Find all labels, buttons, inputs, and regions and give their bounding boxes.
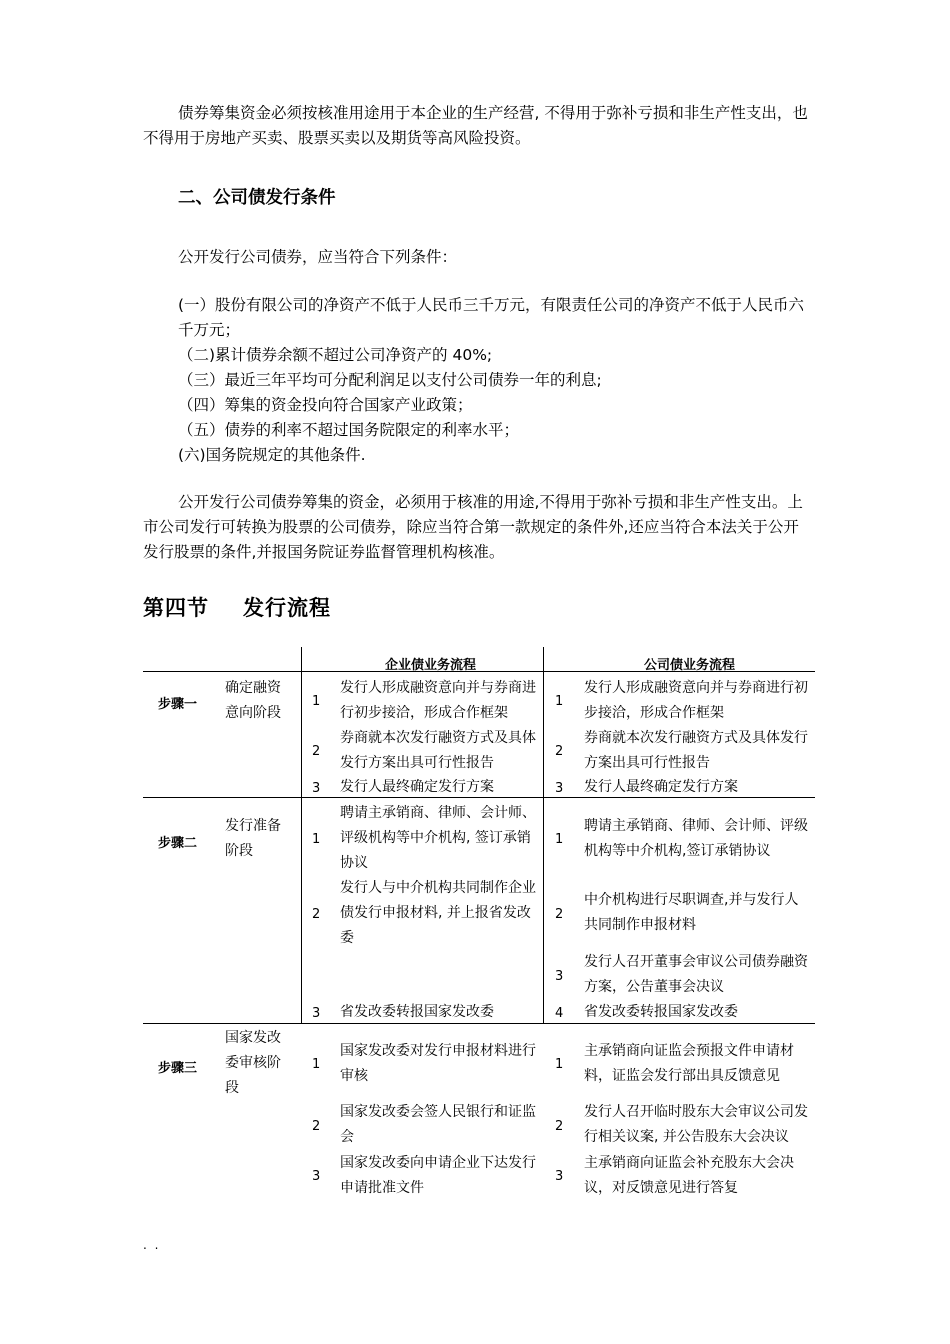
- item-number: 1: [555, 694, 564, 709]
- item-number: 3: [312, 1169, 321, 1184]
- footer-mark: . .: [143, 1238, 161, 1252]
- step-label: 步骤一: [158, 697, 198, 712]
- enterprise-item: 省发改委转报国家发改委: [340, 1004, 494, 1020]
- enterprise-item: 发行人形成融资意向并与券商进行初步接洽，形成合作框架: [340, 680, 536, 721]
- section-number: 第四节: [143, 596, 209, 620]
- item-number: 3: [555, 781, 564, 796]
- item-number: 2: [312, 907, 321, 922]
- conditions-lead: 公开发行公司债券，应当符合下列条件：: [178, 248, 458, 266]
- item-number: 1: [555, 832, 564, 847]
- item-number: 2: [312, 744, 321, 759]
- section-title: [143, 592, 331, 622]
- closing-paragraph: 公开发行公司债券筹集的资金，必须用于核准的用途,不得用于弥补亏损和非生产性支出。上市公司发行可转换为股票的公司债券，除应当符合第一款规定的条件外,还应当符合本法关于公开发行股票的条件,并报国务院证券监督管理机构核准。: [143, 493, 803, 561]
- table-divider: [543, 647, 544, 1023]
- section-name: 发行流程: [243, 596, 331, 620]
- condition-item: (一）股份有限公司的净资产不低于人民币三千万元，有限责任公司的净资产不低于人民币六千万元；: [178, 296, 805, 339]
- enterprise-item: 发行人与中介机构共同制作企业债发行申报材料, 并上报省发改委: [340, 880, 536, 946]
- item-number: 1: [555, 1057, 564, 1072]
- item-number: 2: [555, 1119, 564, 1134]
- item-number: 1: [312, 694, 321, 709]
- corporate-item: 发行人召开临时股东大会审议公司发行相关议案, 并公告股东大会决议: [584, 1104, 808, 1145]
- conditions-heading: 二、公司债发行条件: [178, 188, 336, 208]
- corporate-item: 发行人召开董事会审议公司债券融资方案，公告董事会决议: [584, 954, 808, 995]
- item-number: 2: [555, 907, 564, 922]
- corporate-item: 聘请主承销商、律师、会计师、评级机构等中介机构,签订承销协议: [584, 818, 808, 859]
- corporate-item: 主承销商向证监会补充股东大会决议，对反馈意见进行答复: [584, 1155, 794, 1196]
- enterprise-item: 券商就本次发行融资方式及具体发行方案出具可行性报告: [340, 730, 536, 771]
- stage-label: 国家发改委审核阶段: [225, 1030, 281, 1096]
- step-label: 步骤三: [158, 1061, 198, 1076]
- condition-item: （四）筹集的资金投向符合国家产业政策；: [178, 396, 473, 414]
- corporate-item: 中介机构进行尽职调查,并与发行人共同制作申报材料: [584, 892, 799, 933]
- enterprise-item: 发行人最终确定发行方案: [340, 779, 494, 795]
- corporate-item: 主承销商向证监会预报文件申请材料，证监会发行部出具反馈意见: [584, 1043, 794, 1084]
- stage-label: 确定融资意向阶段: [225, 680, 281, 721]
- enterprise-item: 国家发改委会签人民银行和证监会: [340, 1104, 536, 1145]
- enterprise-item: 国家发改委向申请企业下达发行申请批准文件: [340, 1155, 536, 1196]
- condition-item: （二)累计债券余额不超过公司净资产的 40%;: [178, 346, 493, 364]
- enterprise-item: 国家发改委对发行申报材料进行审核: [340, 1043, 536, 1084]
- item-number: 1: [312, 832, 321, 847]
- item-number: 4: [555, 1006, 564, 1021]
- item-number: 3: [555, 969, 564, 984]
- item-number: 3: [312, 1006, 321, 1021]
- condition-item: （三）最近三年平均可分配利润足以支付公司债券一年的利息;: [178, 371, 602, 389]
- corporate-item: 券商就本次发行融资方式及具体发行方案出具可行性报告: [584, 730, 808, 771]
- corporate-item: 省发改委转报国家发改委: [584, 1004, 738, 1020]
- item-number: 1: [312, 1057, 321, 1072]
- condition-item: (六)国务院规定的其他条件.: [178, 446, 366, 464]
- item-number: 3: [555, 1169, 564, 1184]
- enterprise-item: 聘请主承销商、律师、会计师、评级机构等中介机构, 签订承销协议: [340, 805, 536, 871]
- corporate-item: 发行人形成融资意向并与券商进行初步接洽，形成合作框架: [584, 680, 808, 721]
- item-number: 2: [555, 744, 564, 759]
- condition-item: （五）债券的利率不超过国务院限定的利率水平；: [178, 421, 520, 439]
- item-number: 2: [312, 1119, 321, 1134]
- corporate-item: 发行人最终确定发行方案: [584, 779, 738, 795]
- item-number: 3: [312, 781, 321, 796]
- enterprise-column-header: 企业债业务流程: [385, 658, 477, 673]
- intro-paragraph: 债券筹集资金必须按核准用途用于本企业的生产经营, 不得用于弥补亏损和非生产性支出，也不得用于房地产买卖、股票买卖以及期货等高风险投资。: [143, 104, 808, 147]
- step-label: 步骤二: [158, 836, 198, 851]
- table-divider: [301, 647, 302, 1023]
- stage-label: 发行准备阶段: [225, 818, 281, 859]
- corporate-column-header: 公司债业务流程: [644, 658, 736, 673]
